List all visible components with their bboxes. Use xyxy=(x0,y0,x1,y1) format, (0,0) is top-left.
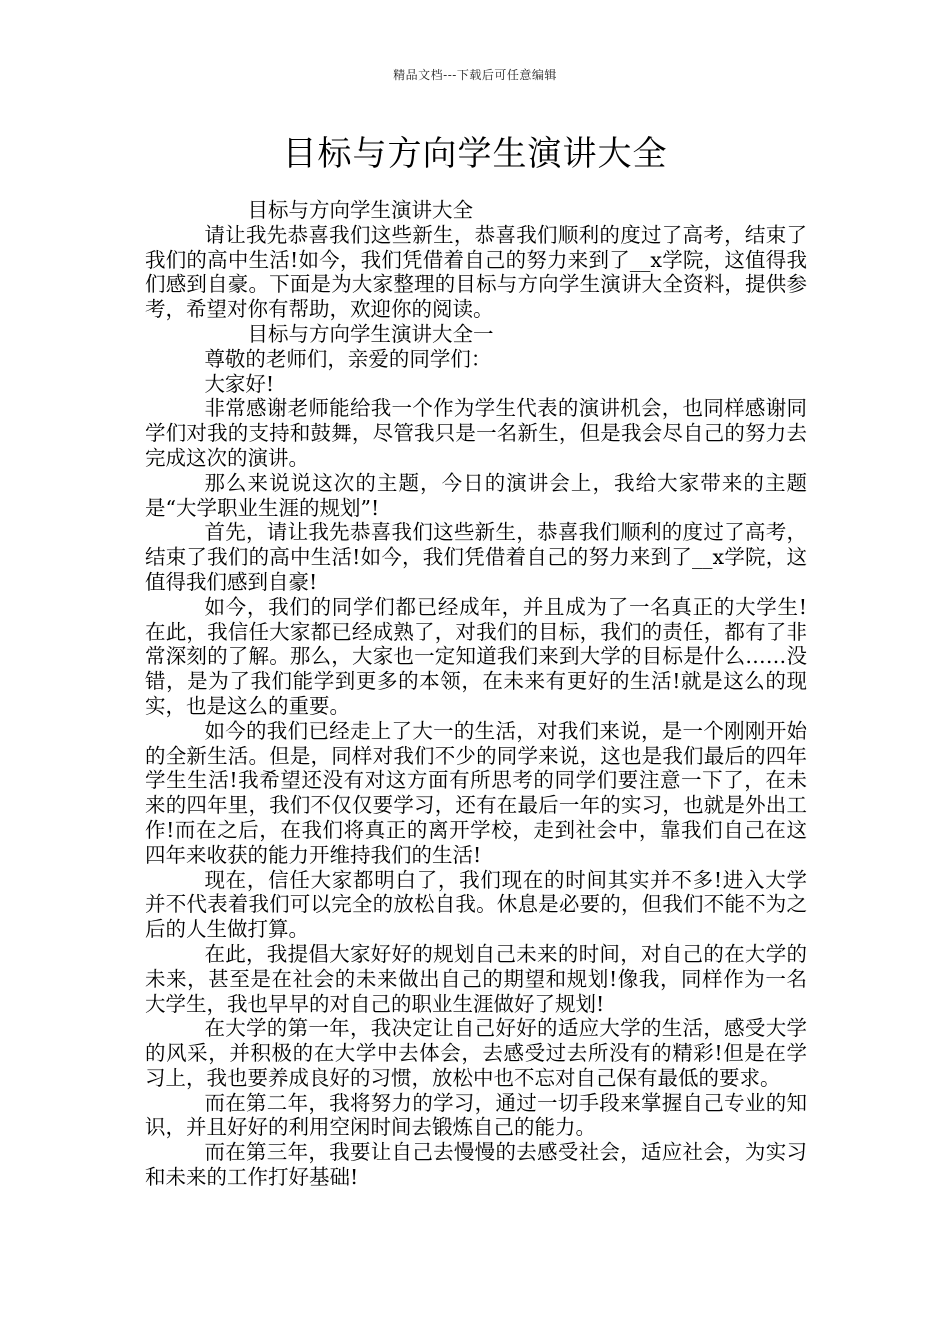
body-paragraph: 请让我先恭喜我们这些新生，恭喜我们顺利的度过了高考，结束了我们的高中生活!如今，我们凭借着自己的努力来到了__x学院，这值得我们感到自豪。下面是为大家整理的目标与方向学生演讲大全资料，提供参考，希望对你有帮助，欢迎你的阅读。 xyxy=(145,222,807,322)
document-title: 目标与方向学生演讲大全 xyxy=(282,134,668,174)
body-paragraph: 现在，信任大家都明白了，我们现在的时间其实并不多!进入大学并不代表着我们可以完全的放松自我。休息是必要的，但我们不能不为之后的人生做打算。 xyxy=(145,867,807,942)
document-body xyxy=(145,198,807,1190)
body-paragraph: 如今的我们已经走上了大一的生活，对我们来说，是一个刚刚开始的全新生活。但是，同样对我们不少的同学来说，这也是我们最后的四年学生生活!我希望还没有对这方面有所思考的同学们要注意一下了，在未来的四年里，我们不仅仅要学习，还有在最后一年的实习，也就是外出工作!而在之后，在我们将真正的离开学校，走到社会中，靠我们自己在这四年来收获的能力开维持我们的生活! xyxy=(145,718,807,867)
body-paragraph: 那么来说说这次的主题，今日的演讲会上，我给大家带来的主题是“大学职业生涯的规划”! xyxy=(145,470,807,520)
body-paragraph: 尊敬的老师们，亲爱的同学们： xyxy=(204,346,492,371)
body-paragraph: 非常感谢老师能给我一个作为学生代表的演讲机会，也同样感谢同学们对我的支持和鼓舞，尽管我只是一名新生，但是我会尽自己的努力去完成这次的演讲。 xyxy=(145,396,807,470)
body-paragraph: 如今，我们的同学们都已经成年，并且成为了一名真正的大学生!在此，我信任大家都已经成熟了，对我们的目标，我们的责任，都有了非常深刻的了解。那么，大家也一定知道我们来到大学的目标是什么……没错，是为了我们能学到更多的本领，在未来有更好的生活!就是这么的现实，也是这么的重要。 xyxy=(145,594,807,718)
body-paragraph: 而在第二年，我将努力的学习，通过一切手段来掌握自己专业的知识，并且好好的利用空闲时间去锻炼自己的能力。 xyxy=(145,1090,807,1140)
header-note: 精品文档---下载后可任意编辑 xyxy=(393,68,557,82)
section-subheading: 目标与方向学生演讲大全 xyxy=(247,198,473,222)
body-paragraph: 大家好! xyxy=(204,371,275,396)
section-subheading: 目标与方向学生演讲大全一 xyxy=(247,321,494,346)
body-paragraph: 在大学的第一年，我决定让自己好好的适应大学的生活，感受大学的风采，并积极的在大学中去体会，去感受过去所没有的精彩!但是在学习上，我也要养成良好的习惯，放松中也不忘对自己保有最低的要求。 xyxy=(145,1016,807,1090)
body-paragraph: 在此，我提倡大家好好的规划自己未来的时间，对自己的在大学的未来，甚至是在社会的未来做出自己的期望和规划!像我，同样作为一名大学生，我也早早的对自己的职业生涯做好了规划! xyxy=(145,941,807,1016)
body-paragraph: 而在第三年，我要让自己去慢慢的去感受社会，适应社会，为实习和未来的工作打好基础! xyxy=(145,1140,807,1190)
body-paragraph: 首先，请让我先恭喜我们这些新生，恭喜我们顺利的度过了高考，结束了我们的高中生活!如今，我们凭借着自己的努力来到了__x学院，这值得我们感到自豪! xyxy=(145,520,807,594)
